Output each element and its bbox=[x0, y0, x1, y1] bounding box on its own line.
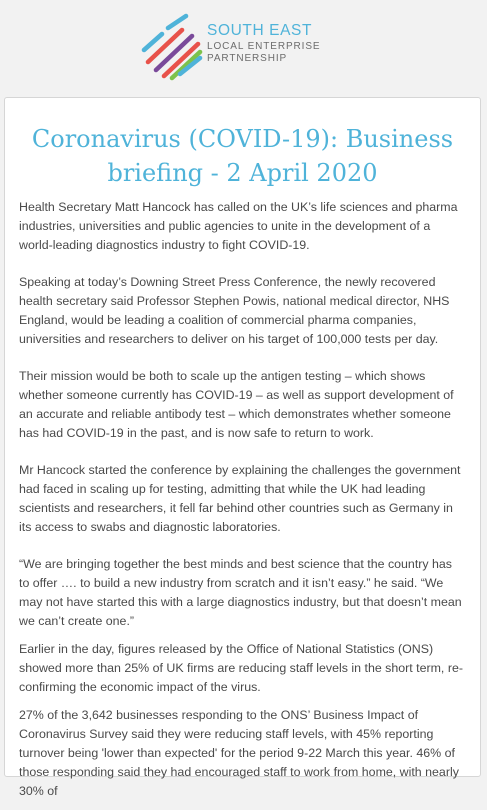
logo-wordmark bbox=[207, 23, 321, 66]
article-paragraph: Their mission would be both to scale up the antigen testing – which shows whether someone currently has COVID-19 – as well as support development of an accurate and reliable antibody test – which demonstrates whether someone has had COVID-19 in the past, and is now safe to return to work. bbox=[19, 369, 454, 440]
header bbox=[0, 0, 487, 90]
article-paragraph: Speaking at today’s Downing Street Press Conference, the newly recovered health secretary said Professor Stephen Powis, national medical director, NHS England, would be leading a coalition of commercial pharma companies, universities and researchers to deliver on his target of 100,000 tests per day. bbox=[19, 275, 450, 346]
logo-stroke-2 bbox=[148, 30, 182, 62]
logo-line-partnership: PARTNERSHIP bbox=[207, 52, 288, 64]
article-paragraph: Health Secretary Matt Hancock has called on the UK’s life sciences and pharma industries, universities and public agencies to unite in the development of a world-leading diagnostics industry to fight COVID-19. bbox=[19, 200, 458, 252]
logo-line-south-east: SOUTH EAST bbox=[207, 22, 313, 39]
logo-line-local-enterprise: LOCAL ENTERPRISE bbox=[207, 40, 321, 52]
selep-logo-icon bbox=[142, 14, 202, 80]
article-paragraph: “We are bringing together the best minds and best science that the country has to offer …. to build a new industry from scratch and it isn’t easy.” he said. “We may not have started this with a large diagnostics industry, but that doesn’t mean we can’t create one.” bbox=[19, 557, 462, 628]
article-body bbox=[19, 198, 465, 810]
logo-stroke-6 bbox=[168, 16, 186, 28]
article-paragraph: 27% of the 3,642 businesses responding to the ONS’ Business Impact of Coronavirus Survey said they were reducing staff levels, with 45% reporting turnover being 'lower than expected' for the period 9-22 March this year. 46% of those responding said they had encouraged staff to work from home, with nearly 30% of bbox=[19, 708, 459, 798]
article-paragraph: Mr Hancock started the conference by explaining the challenges the government had faced in scaling up for testing, admitting that while the UK had leading scientists and researchers, it fell far behind other countries such as Germany in its access to swabs and diagnostic laboratories. bbox=[19, 463, 461, 534]
article-card bbox=[4, 97, 481, 798]
article-title: Coronavirus (COVID-19): Business briefing - 2 April 2020 bbox=[31, 125, 454, 187]
logo-stroke-1 bbox=[144, 34, 162, 50]
article-paragraph: Earlier in the day, figures released by the Office of National Statistics (ONS) showed more than 25% of UK firms are reducing staff levels in the short term, re-confirming the economic impact of the virus. bbox=[19, 642, 463, 694]
